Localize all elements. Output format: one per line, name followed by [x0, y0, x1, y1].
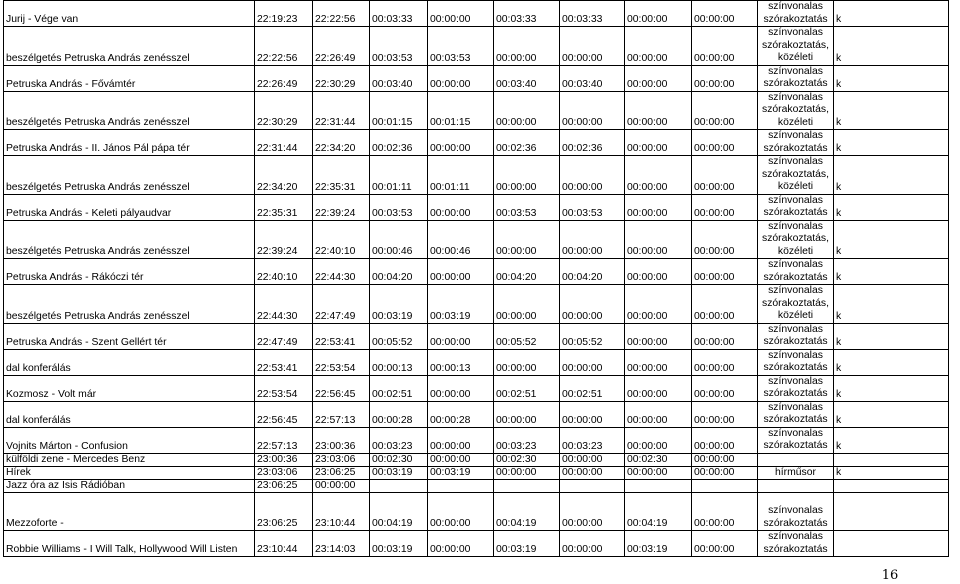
table-row [4, 453, 949, 466]
cell-time-5: 00:00:00 [692, 130, 758, 156]
cell-time-4: 00:00:00 [625, 259, 692, 285]
cell-time-4: 00:00:00 [625, 130, 692, 156]
cell-code: k [834, 285, 949, 324]
cell-duration: 00:03:53 [370, 27, 428, 66]
cell-start: 22:34:20 [255, 156, 313, 195]
cell-start: 22:19:23 [255, 1, 313, 27]
cell-title: Jazz óra az Isis Rádióban [4, 480, 255, 493]
cell-time-4: 00:02:30 [625, 453, 692, 466]
cell-time-3: 00:00:00 [560, 453, 625, 466]
cell-time-5: 00:00:00 [692, 375, 758, 401]
cell-time-1: 00:00:00 [428, 427, 494, 453]
cell-title: külföldi zene - Mercedes Benz [4, 453, 255, 466]
cell-time-3: 00:03:40 [560, 65, 625, 91]
cell-start: 23:00:36 [255, 453, 313, 466]
cell-time-3: 00:00:00 [560, 466, 625, 480]
cell-time-3: 00:05:52 [560, 323, 625, 349]
cell-start: 22:39:24 [255, 220, 313, 259]
cell-category [758, 480, 834, 493]
cell-time-2: 00:00:00 [494, 285, 560, 324]
cell-code: k [834, 156, 949, 195]
cell-time-5: 00:00:00 [692, 323, 758, 349]
cell-time-2: 00:05:52 [494, 323, 560, 349]
cell-time-4: 00:00:00 [625, 466, 692, 480]
table-row [4, 259, 949, 285]
cell-time-4: 00:00:00 [625, 323, 692, 349]
table-row [4, 401, 949, 427]
cell-duration: 00:03:19 [370, 531, 428, 557]
cell-time-1: 00:03:19 [428, 285, 494, 324]
cell-category: színvonalas szórakoztatás [758, 493, 834, 531]
cell-code: k [834, 427, 949, 453]
cell-end: 22:22:56 [313, 1, 370, 27]
cell-code: k [834, 259, 949, 285]
cell-time-2: 00:03:40 [494, 65, 560, 91]
cell-category: színvonalas szórakoztatás [758, 323, 834, 349]
cell-duration: 00:03:53 [370, 194, 428, 220]
cell-category: színvonalas szórakoztatás [758, 375, 834, 401]
cell-title: beszélgetés Petruska András zenésszel [4, 285, 255, 324]
cell-time-5: 00:00:00 [692, 91, 758, 130]
cell-start: 23:06:25 [255, 480, 313, 493]
cell-end: 22:53:41 [313, 323, 370, 349]
cell-category: színvonalas szórakoztatás, közéleti [758, 285, 834, 324]
cell-end: 23:03:06 [313, 453, 370, 466]
cell-time-3: 00:00:00 [560, 91, 625, 130]
cell-time-1: 00:00:00 [428, 194, 494, 220]
cell-end: 22:57:13 [313, 401, 370, 427]
cell-title: Petruska András - Szent Gellért tér [4, 323, 255, 349]
table-row [4, 531, 949, 557]
cell-time-1: 00:00:00 [428, 259, 494, 285]
cell-end: 23:14:03 [313, 531, 370, 557]
cell-end: 23:10:44 [313, 493, 370, 531]
cell-code: k [834, 375, 949, 401]
cell-title: beszélgetés Petruska András zenésszel [4, 27, 255, 66]
cell-end: 22:53:54 [313, 349, 370, 375]
cell-title: Petruska András - Fővámtér [4, 65, 255, 91]
cell-time-4: 00:00:00 [625, 1, 692, 27]
cell-time-4: 00:04:19 [625, 493, 692, 531]
cell-title: beszélgetés Petruska András zenésszel [4, 156, 255, 195]
cell-duration: 00:02:30 [370, 453, 428, 466]
cell-time-3: 00:00:00 [560, 531, 625, 557]
cell-time-1: 00:00:00 [428, 65, 494, 91]
cell-time-5: 00:00:00 [692, 427, 758, 453]
cell-time-3: 00:00:00 [560, 285, 625, 324]
cell-duration: 00:01:15 [370, 91, 428, 130]
cell-time-4: 00:00:00 [625, 27, 692, 66]
cell-start: 23:03:06 [255, 466, 313, 480]
cell-time-4: 00:00:00 [625, 375, 692, 401]
cell-duration: 00:04:19 [370, 493, 428, 531]
cell-title: beszélgetés Petruska András zenésszel [4, 91, 255, 130]
cell-start: 22:44:30 [255, 285, 313, 324]
cell-code: k [834, 323, 949, 349]
cell-end: 22:34:20 [313, 130, 370, 156]
cell-time-5: 00:00:00 [692, 259, 758, 285]
cell-duration: 00:01:11 [370, 156, 428, 195]
cell-title: Vojnits Márton - Confusion [4, 427, 255, 453]
cell-time-1: 00:00:28 [428, 401, 494, 427]
cell-time-3: 00:00:00 [560, 156, 625, 195]
cell-code [834, 493, 949, 531]
cell-time-3: 00:04:20 [560, 259, 625, 285]
cell-category: színvonalas szórakoztatás [758, 401, 834, 427]
cell-time-1 [428, 480, 494, 493]
cell-time-3: 00:00:00 [560, 401, 625, 427]
cell-code [834, 480, 949, 493]
cell-start: 22:47:49 [255, 323, 313, 349]
cell-category: színvonalas szórakoztatás [758, 531, 834, 557]
cell-code [834, 531, 949, 557]
cell-duration: 00:03:19 [370, 466, 428, 480]
cell-time-4: 00:00:00 [625, 91, 692, 130]
cell-time-2: 00:03:23 [494, 427, 560, 453]
cell-time-4: 00:00:00 [625, 401, 692, 427]
cell-time-1: 00:00:46 [428, 220, 494, 259]
cell-time-1: 00:01:15 [428, 91, 494, 130]
cell-category: színvonalas szórakoztatás, közéleti [758, 91, 834, 130]
cell-end: 00:00:00 [313, 480, 370, 493]
cell-duration: 00:03:33 [370, 1, 428, 27]
cell-title: Hírek [4, 466, 255, 480]
cell-time-2: 00:00:00 [494, 156, 560, 195]
cell-end: 22:35:31 [313, 156, 370, 195]
cell-time-2: 00:02:36 [494, 130, 560, 156]
cell-duration: 00:03:40 [370, 65, 428, 91]
cell-category: színvonalas szórakoztatás [758, 349, 834, 375]
cell-time-4: 00:00:00 [625, 156, 692, 195]
cell-time-1: 00:00:00 [428, 453, 494, 466]
cell-time-2: 00:04:20 [494, 259, 560, 285]
cell-end: 22:40:10 [313, 220, 370, 259]
cell-duration: 00:04:20 [370, 259, 428, 285]
cell-category: színvonalas szórakoztatás [758, 65, 834, 91]
cell-time-4 [625, 480, 692, 493]
cell-time-3: 00:02:51 [560, 375, 625, 401]
cell-start: 22:56:45 [255, 401, 313, 427]
cell-end: 23:06:25 [313, 466, 370, 480]
cell-time-1: 00:00:13 [428, 349, 494, 375]
cell-duration: 00:00:13 [370, 349, 428, 375]
cell-end: 22:30:29 [313, 65, 370, 91]
table-row [4, 156, 949, 195]
cell-title: Petruska András - Keleti pályaudvar [4, 194, 255, 220]
table-row [4, 65, 949, 91]
cell-time-2: 00:03:53 [494, 194, 560, 220]
cell-category: színvonalas szórakoztatás [758, 259, 834, 285]
cell-duration: 00:03:23 [370, 427, 428, 453]
cell-start: 22:31:44 [255, 130, 313, 156]
cell-time-3: 00:00:00 [560, 220, 625, 259]
cell-code: k [834, 27, 949, 66]
cell-time-2: 00:00:00 [494, 220, 560, 259]
cell-time-2: 00:02:51 [494, 375, 560, 401]
cell-time-5: 00:00:00 [692, 349, 758, 375]
cell-code: k [834, 349, 949, 375]
cell-time-5: 00:00:00 [692, 453, 758, 466]
cell-time-5: 00:00:00 [692, 156, 758, 195]
broadcast-log-table [3, 0, 949, 557]
cell-category: színvonalas szórakoztatás [758, 427, 834, 453]
cell-duration: 00:03:19 [370, 285, 428, 324]
cell-time-5: 00:00:00 [692, 401, 758, 427]
cell-time-4: 00:00:00 [625, 427, 692, 453]
cell-time-4: 00:03:19 [625, 531, 692, 557]
cell-time-2: 00:00:00 [494, 27, 560, 66]
table-row [4, 27, 949, 66]
cell-start: 22:26:49 [255, 65, 313, 91]
cell-code: k [834, 220, 949, 259]
cell-duration: 00:00:46 [370, 220, 428, 259]
cell-code: k [834, 466, 949, 480]
cell-time-5 [692, 480, 758, 493]
cell-category: hírműsor [758, 466, 834, 480]
cell-title: Mezzoforte - [4, 493, 255, 531]
cell-title: Kozmosz - Volt már [4, 375, 255, 401]
cell-time-5: 00:00:00 [692, 1, 758, 27]
cell-code: k [834, 401, 949, 427]
cell-time-5: 00:00:00 [692, 27, 758, 66]
cell-duration: 00:02:51 [370, 375, 428, 401]
cell-time-2: 00:00:00 [494, 466, 560, 480]
cell-title: Robbie Williams - I Will Talk, Hollywood Will Listen [4, 531, 255, 557]
cell-time-4: 00:00:00 [625, 285, 692, 324]
table-row [4, 194, 949, 220]
cell-time-1: 00:01:11 [428, 156, 494, 195]
cell-title: dal konferálás [4, 349, 255, 375]
cell-time-4: 00:00:00 [625, 194, 692, 220]
table-row [4, 427, 949, 453]
cell-time-2: 00:00:00 [494, 91, 560, 130]
cell-category: színvonalas szórakoztatás [758, 130, 834, 156]
cell-code: k [834, 65, 949, 91]
cell-time-2: 00:04:19 [494, 493, 560, 531]
cell-time-5: 00:00:00 [692, 220, 758, 259]
cell-time-1: 00:00:00 [428, 493, 494, 531]
cell-start: 22:22:56 [255, 27, 313, 66]
cell-time-3: 00:00:00 [560, 27, 625, 66]
cell-category: színvonalas szórakoztatás, közéleti [758, 27, 834, 66]
cell-end: 23:00:36 [313, 427, 370, 453]
cell-end: 22:44:30 [313, 259, 370, 285]
table-row [4, 480, 949, 493]
cell-start: 22:57:13 [255, 427, 313, 453]
cell-start: 23:10:44 [255, 531, 313, 557]
cell-duration: 00:02:36 [370, 130, 428, 156]
cell-time-2: 00:03:33 [494, 1, 560, 27]
cell-code [834, 453, 949, 466]
cell-category: színvonalas szórakoztatás [758, 1, 834, 27]
table-row [4, 466, 949, 480]
cell-time-3: 00:00:00 [560, 493, 625, 531]
cell-time-1: 00:00:00 [428, 375, 494, 401]
table-row [4, 285, 949, 324]
cell-time-1: 00:00:00 [428, 1, 494, 27]
cell-time-3: 00:00:00 [560, 349, 625, 375]
cell-time-2: 00:02:30 [494, 453, 560, 466]
cell-category: színvonalas szórakoztatás, közéleti [758, 156, 834, 195]
cell-category [758, 453, 834, 466]
cell-time-1: 00:03:19 [428, 466, 494, 480]
cell-time-4: 00:00:00 [625, 349, 692, 375]
table-row [4, 220, 949, 259]
cell-start: 22:53:54 [255, 375, 313, 401]
cell-time-5: 00:00:00 [692, 285, 758, 324]
cell-time-1: 00:00:00 [428, 130, 494, 156]
cell-time-2 [494, 480, 560, 493]
cell-title: beszélgetés Petruska András zenésszel [4, 220, 255, 259]
cell-code: k [834, 194, 949, 220]
cell-title: Jurij - Vége van [4, 1, 255, 27]
cell-code: k [834, 91, 949, 130]
table-row [4, 91, 949, 130]
cell-start: 22:35:31 [255, 194, 313, 220]
cell-time-2: 00:03:19 [494, 531, 560, 557]
cell-time-3: 00:03:53 [560, 194, 625, 220]
cell-code: k [834, 130, 949, 156]
cell-time-5: 00:00:00 [692, 493, 758, 531]
cell-start: 22:30:29 [255, 91, 313, 130]
page-number: 16 [881, 568, 899, 583]
cell-end: 22:31:44 [313, 91, 370, 130]
cell-code: k [834, 1, 949, 27]
cell-time-2: 00:00:00 [494, 401, 560, 427]
cell-time-3: 00:03:23 [560, 427, 625, 453]
table-row [4, 493, 949, 531]
cell-start: 23:06:25 [255, 493, 313, 531]
cell-title: dal konferálás [4, 401, 255, 427]
cell-time-1: 00:03:53 [428, 27, 494, 66]
cell-time-5: 00:00:00 [692, 531, 758, 557]
cell-time-1: 00:00:00 [428, 531, 494, 557]
cell-start: 22:40:10 [255, 259, 313, 285]
table-row [4, 349, 949, 375]
cell-time-3 [560, 480, 625, 493]
table-row [4, 1, 949, 27]
cell-time-5: 00:00:00 [692, 194, 758, 220]
cell-time-3: 00:03:33 [560, 1, 625, 27]
cell-time-4: 00:00:00 [625, 65, 692, 91]
cell-title: Petruska András - Rákóczi tér [4, 259, 255, 285]
table-row [4, 375, 949, 401]
cell-time-1: 00:00:00 [428, 323, 494, 349]
cell-duration: 00:05:52 [370, 323, 428, 349]
table-row [4, 323, 949, 349]
cell-time-2: 00:00:00 [494, 349, 560, 375]
cell-start: 22:53:41 [255, 349, 313, 375]
cell-category: színvonalas szórakoztatás, közéleti [758, 220, 834, 259]
cell-duration: 00:00:28 [370, 401, 428, 427]
cell-time-5: 00:00:00 [692, 65, 758, 91]
cell-end: 22:26:49 [313, 27, 370, 66]
table-row [4, 130, 949, 156]
cell-end: 22:56:45 [313, 375, 370, 401]
cell-duration [370, 480, 428, 493]
cell-end: 22:39:24 [313, 194, 370, 220]
cell-title: Petruska András - II. János Pál pápa tér [4, 130, 255, 156]
cell-category: színvonalas szórakoztatás [758, 194, 834, 220]
cell-time-3: 00:02:36 [560, 130, 625, 156]
cell-time-5: 00:00:00 [692, 466, 758, 480]
cell-end: 22:47:49 [313, 285, 370, 324]
cell-time-4: 00:00:00 [625, 220, 692, 259]
